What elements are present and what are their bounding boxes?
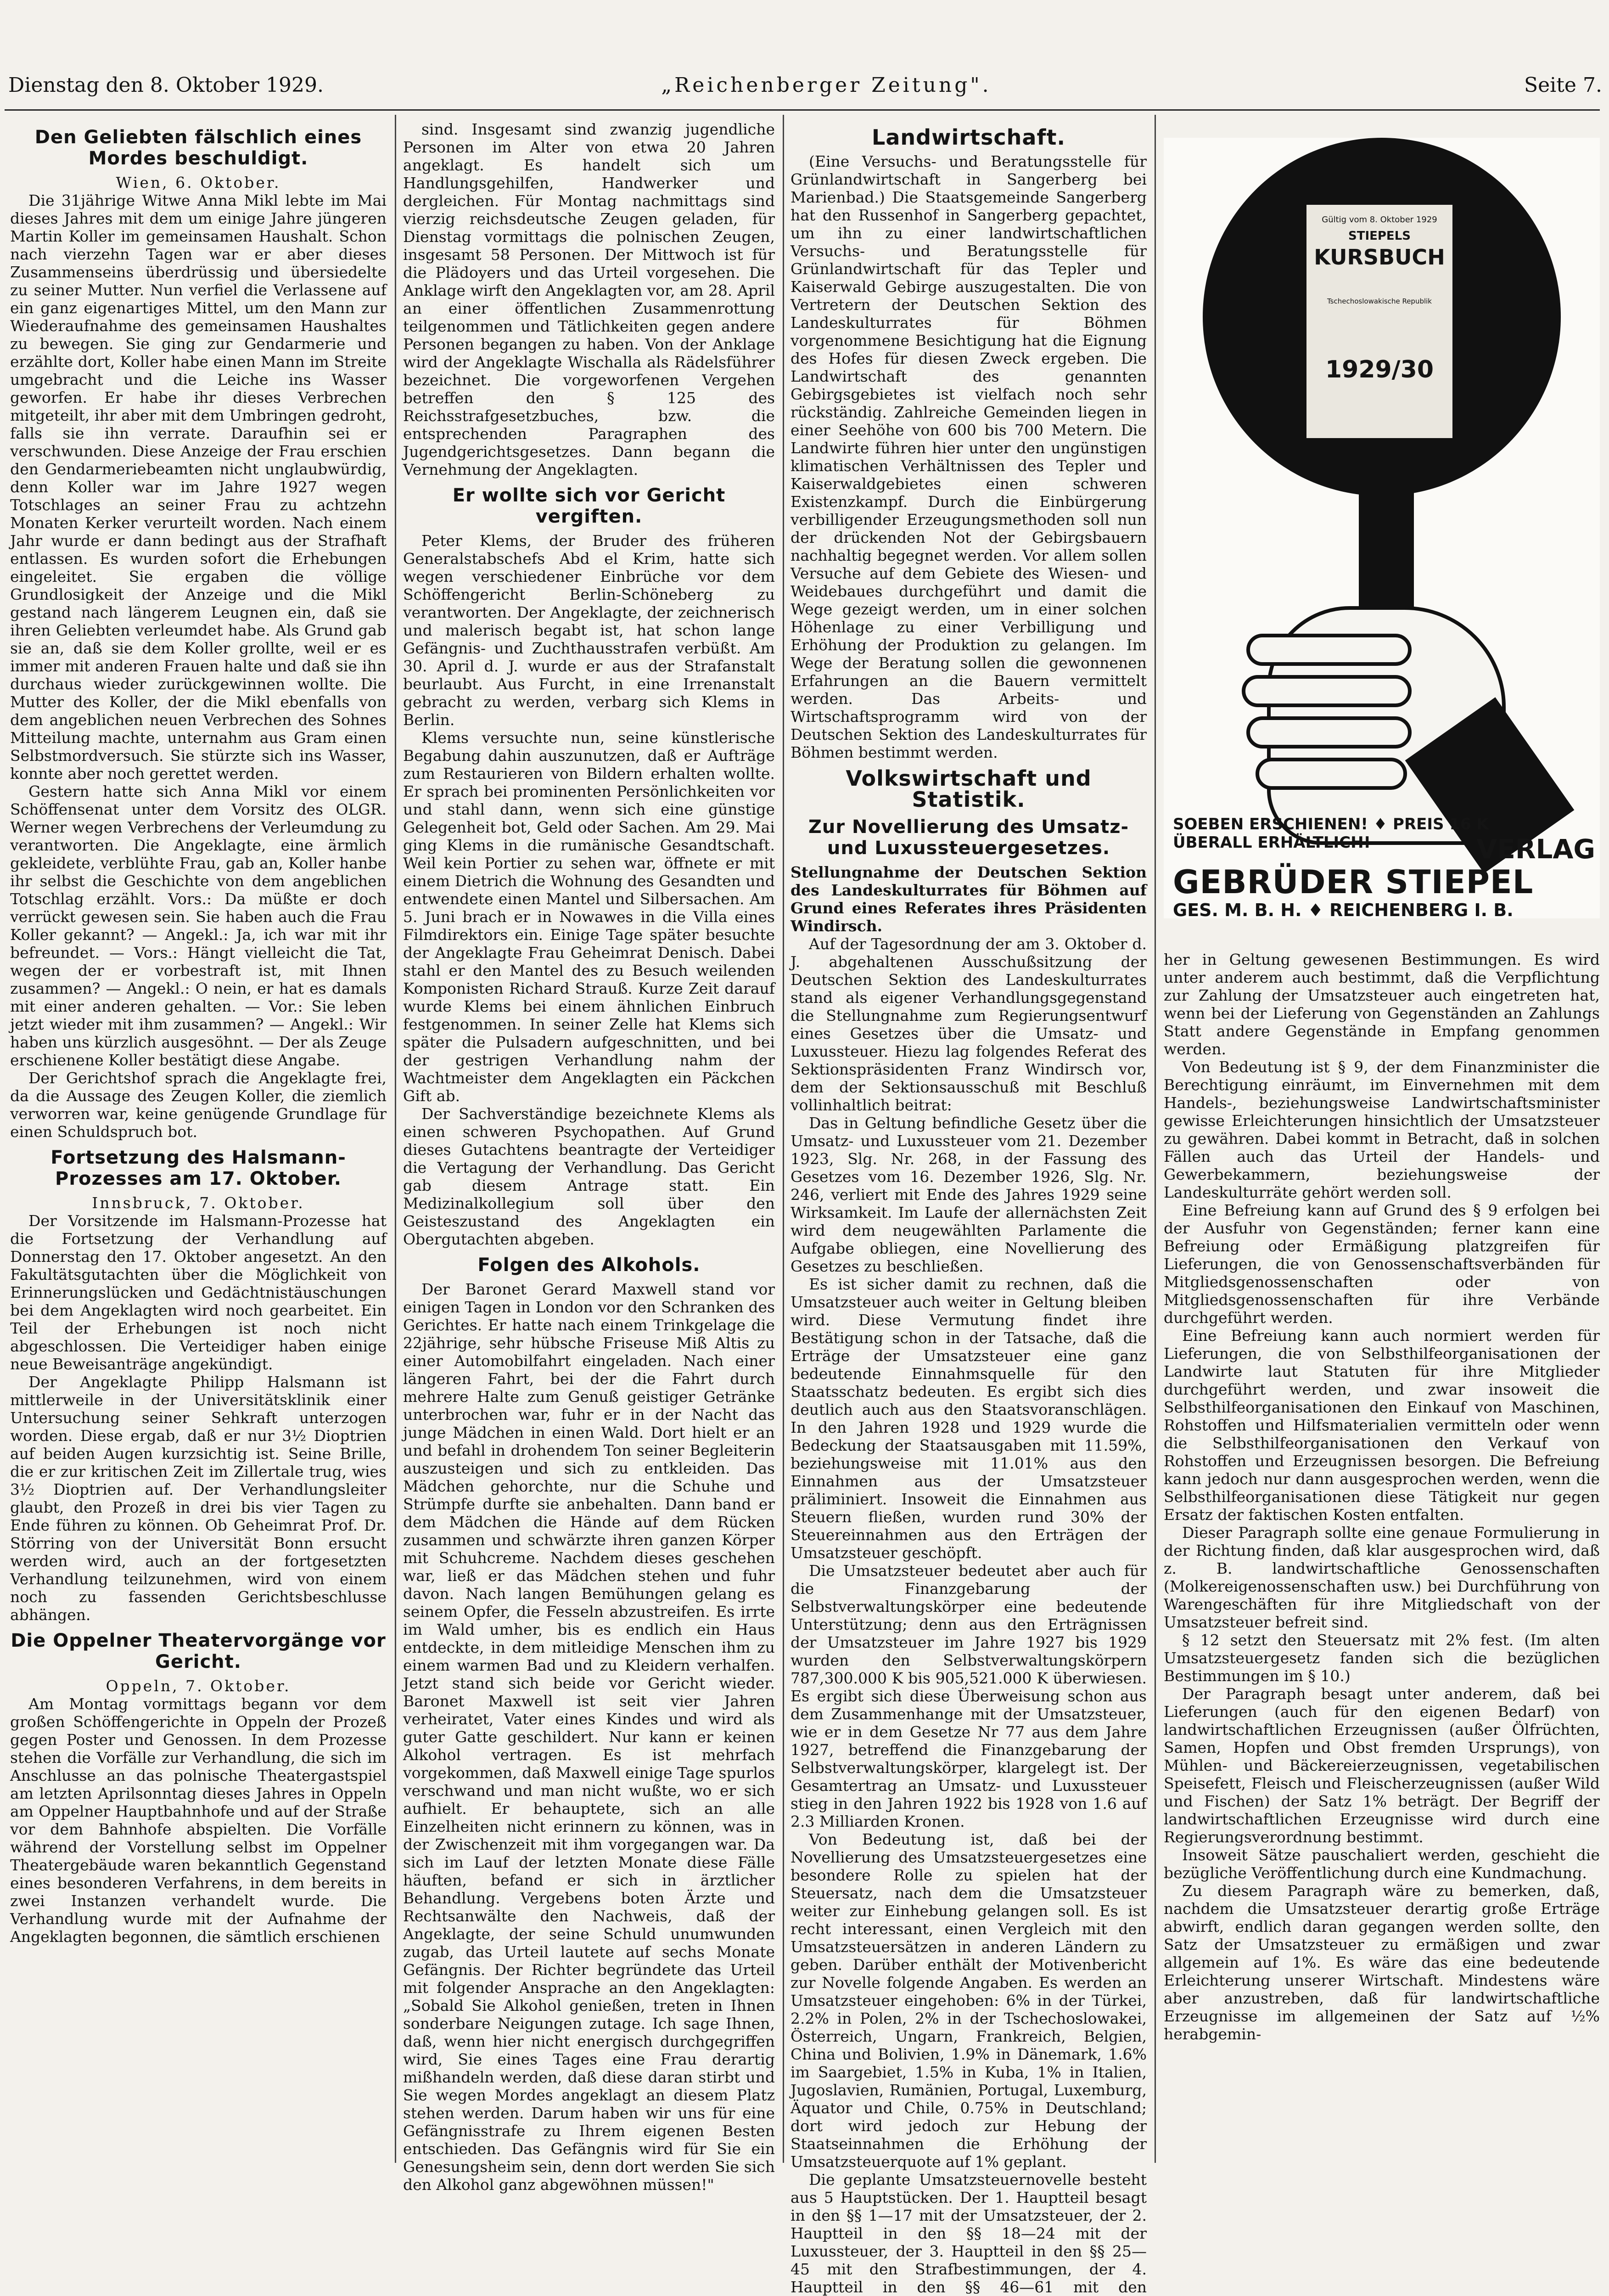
book-validity-text: Gültig vom 8. Oktober 1929 xyxy=(1322,215,1437,225)
article-paragraph: Von Bedeutung ist, daß bei der Novellierung des Umsatzsteuergesetzes eine besondere Rolle zu spielen hat der Steuersatz, nach dem die Umsatzsteuer weiter zur Einhebung gelangen soll. Es ist recht interessant, einen Vergleich mit den Umsatzsteuersätzen in anderen Ländern zu geben. Darüber enthält der Motivenbericht zur Novelle folgende Angaben. Es werden an Umsatzsteuer eingehoben: 6% in der Türkei, 2.2% in Polen, 2% in der Tschechoslowakei, Österreich, Ungarn, Frankreich, Belgien, China und Bolivien, 1.9% in Dänemark, 1.6% im Saargebiet, 1.5% in Kuba, 1% in Italien, Jugoslavien, Rumänien, Portugal, Luxemburg, Äquator und Chile, 0.75% in Deutschland; dort wird jedoch zur Hebung der Staatseinnahmen die Erhöhung der Umsatzsteuerquote auf 1% geplant. xyxy=(790,1830,1147,2171)
kursbuch-advertisement xyxy=(1164,138,1600,918)
article-paragraph: Peter Klems, der Bruder des früheren Generalstabschefs Abd el Krim, hatte sich wegen verschiedener Einbrüche vor dem Schöffengericht Berlin-Schöneberg zu verantworten. Der Angeklagte, der zeichnerisch und malerisch begabt ist, hat schon lange Gefängnis- und Zuchthausstrafen verbüßt. Am 30. April d. J. wurde er aus der Strafanstalt beurlaubt. Aus Furcht, in eine Irrenanstalt gebracht zu werden, verbarg sich Klems in Berlin. xyxy=(403,532,775,729)
ad-price-line: SOEBEN ERSCHIENEN! ♦ PREIS 16 K xyxy=(1173,815,1489,833)
column-4 xyxy=(1164,951,1600,2167)
column-3 xyxy=(790,120,1147,2296)
article-paragraph: Die Umsatzsteuer bedeutet aber auch für die Finanzgebarung der Selbstverwaltungskörper eine bedeutende Unterstützung; denn aus den Erträgnissen der Umsatzsteuer im Jahre 1927 bis 1929 wurden den Selbstverwaltungskörpern 787,300.000 K bis 905,521.000 K überwiesen. Es ergibt sich diese Überweisung schon aus dem Zusammenhange mit der Umsatzsteuer, wie er in dem Gesetze Nr 77 aus dem Jahre 1927, betreffend die Finanzgebarung der Selbstverwaltungskörper, klargelegt ist. Der Gesamtertrag an Umsatz- und Luxussteuer stieg in den Jahren 1922 bis 1928 von 1.6 auf 2.3 Milliarden Kronen. xyxy=(790,1562,1147,1830)
header-page-number: Seite 7. xyxy=(1524,73,1602,97)
finger-shape xyxy=(1256,758,1407,790)
article-paragraph: Am Montag vormittags begann vor dem großen Schöffengerichte in Oppeln der Prozeß gegen Poster und Genossen. In dem Prozesse stehen die Vorfälle zur Verhandlung, die sich im Anschlusse an das polnische Theatergastspiel am letzten Aprilsonntag dieses Jahres in Oppeln am Oppelner Hauptbahnhofe und auf der Straße vor dem Bahnhofe abspielten. Die Vorfälle während der Vorstellung selbst im Oppelner Theatergebäude waren bekanntlich Gegenstand eines besonderen Verfahrens, in dem bereits in zwei Instanzen verhandelt wurde. Die Verhandlung wurde mit der Aufnahme der Angeklagten begonnen, die sämtlich erschienen xyxy=(10,1695,387,1946)
article-paragraph: Dieser Paragraph sollte eine genaue Formulierung in der Richtung finden, daß klar ausgesprochen wird, daß z. B. landwirtschaftliche Genossenschaften (Molkereigenossenschaften usw.) bei Durchführung von Warengeschäften für ihre Mitgliedschaft von der Umsatzsteuer befreit sind. xyxy=(1164,1524,1600,1631)
article-paragraph: Eine Befreiung kann auch normiert werden für Lieferungen, die von Selbsthilfeorganisationen der Landwirte laut Statuten für ihre Mitglieder durchgeführt werden, und zwar insoweit die Selbsthilfeorganisationen den Einkauf von Maschinen, Rohstoffen und Hilfsmaterialien vermitteln oder wenn die Selbsthilfeorganisationen den Verkauf von Rohstoffen und Erzeugnissen besorgen. Die Befreiung kann jedoch nur dann ausgesprochen werden, wenn die Selbsthilfeorganisationen diese Tätigkeit nur gegen Ersatz der faktischen Kosten entfalten. xyxy=(1164,1327,1600,1524)
column-divider xyxy=(783,115,784,2163)
article-headline: Zur Novellierung des Umsatz- und Luxussteuergesetzes. xyxy=(808,816,1129,859)
article-paragraph: sind. Insgesamt sind zwanzig jugendliche Personen im Alter von etwa 20 Jahren angeklagt. Es handelt sich um Handlungsgehilfen, Handwerker und dergleichen. Für Montag nachmittags sind vierzig reichsdeutsche Zeugen geladen, für Dienstag vormittags die polnischen Zeugen, insgesamt 58 Personen. Der Mittwoch ist für die Plädoyers und das Urteil vorgesehen. Die Anklage wirft den Angeklagten vor, am 28. April an einer öffentlichen Zusammenrottung teilgenommen und Tätlichkeiten gegen andere Personen begangen zu haben. Von der Anklage wird der Angeklagte Wischalla als Rädelsführer bezeichnet. Die vorgeworfenen Vergehen betreffen den § 125 des Reichsstrafgesetzbuches, bzw. die entsprechenden Paragraphen des Jugendgerichtsgesetzes. Dann begann die Vernehmung der Angeklagten. xyxy=(403,120,775,478)
article-paragraph: (Eine Versuchs- und Beratungsstelle für Grünlandwirtschaft in Sangerberg bei Marienbad.) Die Staatsgemeinde Sangerberg hat den Russenhof in Sangerberg gepachtet, um ihn zu einer landwirtschaftlichen Versuchs- und Beratungsstelle für Grünlandwirtschaft für das Tepler und Kaiserwald Gebirge auszugestalten. Die von Vertretern der Deutschen Sektion des Landeskulturrates für Böhmen vorgenommene Besichtigung hat die Eignung des Hofes für diesen Zweck ergeben. Die Landwirtschaft des genannten Gebirgsgebietes ist vielfach noch sehr rückständig. Zahlreiche Gemeinden liegen in einer Seehöhe von 600 bis 700 Metern. Die Landwirte führen hier unter den ungünstigen klimatischen Verhältnissen des Tepler und Kaiserwaldgebietes einen schweren Existenzkampf. Durch die Einbürgerung verbilligender Erzeugungsmethoden soll nun der drückenden Not der Gebirgsbauern nachhaltig begegnet werden. Vor allem sollen Versuche auf dem Gebiete des Wiesen- und Weidebaues durchgeführt und damit die Wege gezeigt werden, um in einer solchen Höhenlage zu einer Verbilligung und Erhöhung der Produktion zu gelangen. Im Wege der Beratung sollen die gewonnenen Erfahrungen an die Bauern vermittelt werden. Das Arbeits- und Wirtschaftsprogramm wird von der Deutschen Sektion des Landeskulturrates für Böhmen bestimmt werden. xyxy=(790,152,1147,761)
article-paragraph: Der Gerichtshof sprach die Angeklagte frei, da die Aussage des Zeugen Koller, die ziemlich verworren war, keine genügende Grundlage für einen Schuldspruch bot. xyxy=(10,1069,387,1141)
article-paragraph: Die 31jährige Witwe Anna Mikl lebte im Mai dieses Jahres mit dem um einige Jahre jüngeren Martin Koller im gemeinsamen Haushalt. Schon nach vierzehn Tagen war er aber dieses Zusammenseins überdrüssig und übersiedelte zu seiner Mutter. Nun verfiel die Verlassene auf ein ganz eigenartiges Mittel, um den Mann zur Wiederaufnahme des gemeinsamen Haushaltes zu bewegen. Sie ging zur Gendarmerie und erzählte dort, Koller habe einen Mann im Streite umgebracht und die Leiche ins Wasser geworfen. Er habe ihr dieses Verbrechen mitgeteilt, ihr aber mit dem Umbringen gedroht, falls sie ihn verrate. Daraufhin sei er verschwunden. Diese Anzeige der Frau erschien den Gendarmeriebeamten nicht unglaubwürdig, denn Koller war im Jahre 1927 wegen Totschlages an seiner Frau zu achtzehn Monaten Kerker verurteilt worden. Nach einem Jahr wurde er dann bedingt aus der Strafhaft entlassen. Es wurden sofort die Erhebungen eingeleitet. Sie ergaben die völlige Grundlosigkeit der Anzeige und die Mikl gestand nach längerem Leugnen ein, daß sie ihren Geliebten verleumdet habe. Als Grund gab sie an, daß sie dem Koller grollte, weil er es immer mit anderen Frauen halte und daß sie ihn durchaus wieder zurückgewinnen wollte. Die Mutter des Koller, der die Mikl ebenfalls von dem angeblichen neuen Verbrechen des Sohnes Mitteilung machte, unternahm aus Gram einen Selbstmordversuch. Sie stürzte sich ins Wasser, konnte aber noch gerettet werden. xyxy=(10,191,387,782)
book-title: KURSBUCH xyxy=(1314,245,1445,270)
article-subheadline: Stellungnahme der Deutschen Sektion des Landeskulturrates für Böhmen auf Grund eines Referates ihres Präsidenten Windirsch. xyxy=(790,863,1147,935)
header-rule xyxy=(5,109,1600,111)
article-paragraph: Das in Geltung befindliche Gesetz über die Umsatz- und Luxussteuer vom 21. Dezember 1923, Slg. Nr. 268, in der Fassung des Gesetzes vom 16. Dezember 1926, Slg. Nr. 246, verliert mit Ende des Jahres 1929 seine Wirksamkeit. Im Laufe der allernächsten Zeit wird dem neugewählten Parlamente die Aufgabe obliegen, eine Novellierung des Gesetzes zu beschließen. xyxy=(790,1114,1147,1275)
article-paragraph: Der Sachverständige bezeichnete Klems als einen schweren Psychopathen. Auf Grund dieses Gutachtens beantragte der Verteidiger die Vertagung der Verhandlung. Das Gericht gab diesem Antrage statt. Ein Medizinalkollegium soll über den Geisteszustand des Angeklagten ein Obergutachten abgeben. xyxy=(403,1105,775,1248)
header-paper-title: „Reichenberger Zeitung". xyxy=(661,73,992,97)
article-paragraph: Zu diesem Paragraph wäre zu bemerken, daß, nachdem die Umsatzsteuer derartig große Erträge abwirft, endlich daran gegangen werden sollte, den Satz der Umsatzsteuer zu ermäßigen und zwar allgemein auf 1%. Es wäre das eine bedeutende Erleichterung unserer Wirtschaft. Mindestens wäre aber anzustreben, daß für landwirtschaftliche Erzeugnisse im allgemeinen der Satz auf ½% herabgemin- xyxy=(1164,1882,1600,2043)
finger-shape xyxy=(1246,634,1412,666)
article-paragraph: Eine Befreiung kann auf Grund des § 9 erfolgen bei der Ausfuhr von Gegenständen; ferner kann eine Befreiung oder Ermäßigung platzgreifen für Lieferungen, die von Genossenschaftsverbänden für Mitgliedsgenossenschaften oder von Mitgliedsgenossenschaften für ihre Verbände durchgeführt werden. xyxy=(1164,1201,1600,1327)
ad-verlag: VERLAG xyxy=(1476,833,1595,865)
article-paragraph: Insoweit Sätze pauschaliert werden, geschieht die bezügliche Veröffentlichung durch eine Kundmachung. xyxy=(1164,1846,1600,1882)
section-headline: Landwirtschaft. xyxy=(872,125,1065,150)
article-paragraph: Klems versuchte nun, seine künstlerische Begabung dahin auszunutzen, daß er Aufträge zum Restaurieren von Bildern erhalten wollte. Er sprach bei prominenten Persönlichkeiten vor und stahl dann, wenn sich eine günstige Gelegenheit bot, Geld oder Sachen. Am 29. Mai ging Klems in die rumänische Gesandtschaft. Weil kein Portier zu sehen war, öffnete er mit einem Dietrich die Wohnung des Gesandten und entwendete einen Mantel und Silbersachen. Am 5. Juni brach er in Nowawes in die Villa eines Filmdirektors ein. Einige Tage später besuchte der Angeklagte Frau Geheimrat Denisch. Dabei stahl er den Mantel des zu Besuch weilenden Komponisten Richard Strauß. Kurze Zeit darauf wurde Klems bei einem ähnlichen Einbruch festgenommen. In seiner Zelle hat Klems sich später die Pulsadern aufgeschnitten, und bei der gestrigen Verhandlung nahm der Wachtmeister dem Angeklagten ein Päckchen Gift ab. xyxy=(403,729,775,1105)
ad-publisher-place: GES. M. B. H. ♦ REICHENBERG I. B. xyxy=(1173,900,1514,920)
article-paragraph: Auf der Tagesordnung der am 3. Oktober d. J. abgehaltenen Ausschußsitzung der Deutschen Sektion des Landeskulturrates stand als eigener Verhandlungsgegenstand die Stellungnahme zum Regierungsentwurf eines Gesetzes über die Umsatz- und Luxussteuer. Hiezu lag folgendes Referat des Sektionspräsidenten Franz Windirsch vor, dem der Sektionsausschuß mit Beschluß vollinhaltlich beitrat: xyxy=(790,935,1147,1114)
header-date: Dienstag den 8. Oktober 1929. xyxy=(8,73,324,97)
article-paragraph: Von Bedeutung ist § 9, der dem Finanzminister die Berechtigung einräumt, im Einvernehmen mit dem Handels-, beziehungsweise Landwirtschaftsminister gewisse Erleichterungen hinsichtlich der Umsatzsteuer zu gewähren. Dabei kommt in Betracht, daß in solchen Fällen auch das Urteil der Handels- und Gewerbekammern, beziehungsweise der Landeskulturräte gehört werden soll. xyxy=(1164,1058,1600,1201)
article-paragraph: Die geplante Umsatzsteuernovelle besteht aus 5 Hauptstücken. Der 1. Hauptteil besagt in den §§ 1—17 mit der Umsatzsteuer, der 2. Hauptteil in den §§ 18—24 mit der Luxussteuer, der 3. Hauptteil in den §§ 25—45 mit den Strafbestimmungen, der 4. Hauptteil in den §§ 46—61 mit den xyxy=(790,2171,1147,2296)
article-paragraph: § 12 setzt den Steuersatz mit 2% fest. (Im alten Umsatzsteuergesetz fanden sich die bezüglichen Bestimmungen im § 10.) xyxy=(1164,1631,1600,1685)
article-paragraph: Der Baronet Gerard Maxwell stand vor einigen Tagen in London vor den Schranken des Gerichtes. Er hatte nach einem Trinkgelage die 22jährige, sehr hübsche Friseuse Miß Altis zu einer Automobilfahrt eingeladen. Nach einer längeren Fahrt, bei der die Fahrt durch mehrere Halte zum Genuß geistiger Getränke unterbrochen war, fuhr er in der Nacht das junge Mädchen in einen Wald. Dort hielt er an und befahl in drohendem Ton seiner Begleiterin auszusteigen und sich zu entkleiden. Das Mädchen gehorchte, nur die Schuhe und Strümpfe durfte sie anbehalten. Dann band er dem Mädchen die Hände auf dem Rücken zusammen und schwärzte ihren ganzen Körper mit Schuhcreme. Nachdem dieses geschehen war, ließ er das Mädchen stehen und fuhr davon. Nach langen Bemühungen gelang es seinem Opfer, die Fesseln abzustreifen. Es irrte im Wald umher, bis es endlich ein Haus entdeckte, in dem mitleidige Menschen ihm zu einem warmen Bad und zu Kleidern verhalfen. Jetzt stand sich beide vor Gericht wieder. Baronet Maxwell ist seit vier Jahren verheiratet, Vater eines Kindes und wird als guter Gatte geschildert. Nur kann er keinen Alkohol vertragen. Es ist mehrfach vorgekommen, daß Maxwell einige Tage spurlos verschwand und man nicht wußte, wo er sich aufhielt. Er behauptete, sich an alle Einzelheiten nicht erinnern zu können, was in der Zwischenzeit mit ihm vorgegangen war. Da sich im Lauf der letzten Monate diese Fälle häuften, befand er sich in ärztlicher Behandlung. Vergebens boten Ärzte und Rechtsanwälte den Nachweis, daß der Angeklagte, der seine Schuld unumwunden zugab, das Urteil lautete auf sechs Monate Gefängnis. Der Richter begründete das Urteil mit folgender Ansprache an den Angeklagten: „Sobald Sie Alkohol genießen, treten in Ihnen sonderbare Neigungen zutage. Ich sage Ihnen, daß, wenn hier nicht energisch durchgegriffen wird, Sie eines Tages eine Frau derartig mißhandeln werden, daß diese daran stirbt und Sie wegen Mordes angeklagt an diesem Platz stehen werden. Darum haben wir uns für eine Gefängnisstrafe zu Ihrem eigenen Besten entschieden. Das Gefängnis wird für Sie ein Genesungsheim sein, denn dort werden Sie sich den Alkohol ganz abgewöhnen müssen!" xyxy=(403,1280,775,2194)
finger-shape xyxy=(1242,675,1412,707)
ad-availability-line: ÜBERALL ERHÄLTLICH! xyxy=(1173,833,1371,852)
article-paragraph: Der Paragraph besagt unter anderem, daß bei Lieferungen (auch für den eigenen Bedarf) von landwirtschaftlichen Erzeugnissen (außer Ölfrüchten, Samen, Hopfen und Obst fremden Ursprungs), von Mühlen- und Bäckereierzeugnissen, vegetabilischen Speisefett, Fleisch und Fleischerzeugnissen (außer Wild und Fischen) der Satz 1% beträgt. Der Begriff der landwirtschaftlichen Erzeugnisse wird durch eine Regierungsverordnung bestimmt. xyxy=(1164,1685,1600,1846)
article-headline: Den Geliebten fälschlich eines Mordes beschuldigt. xyxy=(34,127,362,169)
dateline: Oppeln, 7. Oktober. xyxy=(106,1677,291,1695)
article-headline: Er wollte sich vor Gericht vergiften. xyxy=(452,485,726,527)
column-divider xyxy=(395,115,396,2163)
kursbuch-book-icon xyxy=(1304,202,1455,441)
article-paragraph: Der Vorsitzende im Halsmann-Prozesse hat die Fortsetzung der Verhandlung auf Donnerstag den 17. Oktober angesetzt. An den Fakultätsgutachten über die Möglichkeit von Erinnerungslücken und Gedächtnistäuschungen bei dem Angeklagten wird noch gearbeitet. Ein Teil der Erhebungen ist noch nicht abgeschlossen. Die Verteidiger haben einige neue Beweisanträge angekündigt. xyxy=(10,1212,387,1373)
article-paragraph: her in Geltung gewesenen Bestimmungen. Es wird unter anderem auch bestimmt, daß die Verpflichtung zur Zahlung der Umsatzsteuer auch eingetreten hat, wenn bei der Lieferung von Gegenständen an Zahlungs Statt andere Gegenstände in Empfang genommen werden. xyxy=(1164,951,1600,1058)
section-headline: Volkswirtschaft und Statistik. xyxy=(846,766,1092,812)
article-paragraph: Gestern hatte sich Anna Mikl vor einem Schöffensenat unter dem Vorsitz des OLGR. Werner wegen Verbrechens der Verleumdung zu verantworten. Die Angeklagte, eine ärmlich gekleidete, verblühte Frau, gab an, Koller hanbe ihr selbst die Geschichte von dem angeblichen Totschlag erzählt. Vors.: Da müßte er doch verrückt gewesen sein. Sie haben auch die Frau Koller gekannt? — Angekl.: Ja, ich war mit ihr befreundet. — Vors.: Hängt vielleicht die Tat, wegen der er vorbestraft ist, mit Ihnen zusammen? — Angekl.: O nein, er hat es damals mit einer anderen gehalten. — Vor.: Sie leben jetzt wieder mit ihm zusammen? — Angekl.: Wir haben uns kürzlich ausgesöhnt. — Der als Zeuge erschienene Koller bestätigt diese Angabe. xyxy=(10,782,387,1069)
ad-publisher-name: GEBRÜDER STIEPEL xyxy=(1173,863,1534,901)
column-1 xyxy=(10,120,387,2168)
article-paragraph: Es ist sicher damit zu rechnen, daß die Umsatzsteuer auch weiter in Geltung bleiben wird. Diese Vermutung findet ihre Bestätigung schon in der Tatsache, daß die Erträge der Umsatzsteuer eine ganz bedeutende Einnahmsquelle für den Staatsschatz bedeuten. Es ergibt sich dies deutlich auch aus den Staatsvoranschlägen. In den Jahren 1928 und 1929 wurde die Bedeckung der Staatsausgaben mit 11.59%, beziehungsweise mit 11.01% aus den Einnahmen aus der Umsatzsteuer präliminiert. Insoweit die Einnahmen aus Steuern fließen, wurden rund 30% der Steuereinnahmen aus den Erträgen der Umsatzsteuer geschöpft. xyxy=(790,1275,1147,1562)
article-headline: Folgen des Alkohols. xyxy=(477,1255,701,1276)
column-divider xyxy=(1155,115,1156,2163)
book-brand: STIEPELS xyxy=(1348,229,1411,243)
article-headline: Die Oppelner Theatervorgänge vor Gericht. xyxy=(11,1630,386,1672)
article-paragraph: Der Angeklagte Philipp Halsmann ist mittlerweile in der Universitätsklinik einer Untersuchung seiner Sehkraft unterzogen worden. Diese ergab, daß er nur 3½ Dioptrien auf beiden Augen kurzsichtig ist. Seine Brille, die er zur kritischen Zeit im Zillertale trug, wies 3½ Dioptrien auf. Der Verhandlungsleiter glaubt, den Prozeß in drei bis vier Tagen zu Ende führen zu können. Ob Geheimrat Prof. Dr. Störring von der Universität Bonn ersucht werden wird, auch an der fortgesetzten Verhandlung teilzunehmen, wird von einem noch zu fassenden Gerichtsbeschlusse abhängen. xyxy=(10,1373,387,1624)
dateline: Wien, 6. Oktober. xyxy=(116,174,281,191)
article-headline: Fortsetzung des Halsmann-Prozesses am 17. Oktober. xyxy=(50,1147,346,1189)
book-year: 1929/30 xyxy=(1325,356,1434,383)
dateline: Innsbruck, 7. Oktober. xyxy=(92,1194,305,1212)
column-2 xyxy=(403,120,775,2194)
finger-shape xyxy=(1246,716,1412,748)
book-subtitle: Tschechoslowakische Republik xyxy=(1327,297,1432,305)
